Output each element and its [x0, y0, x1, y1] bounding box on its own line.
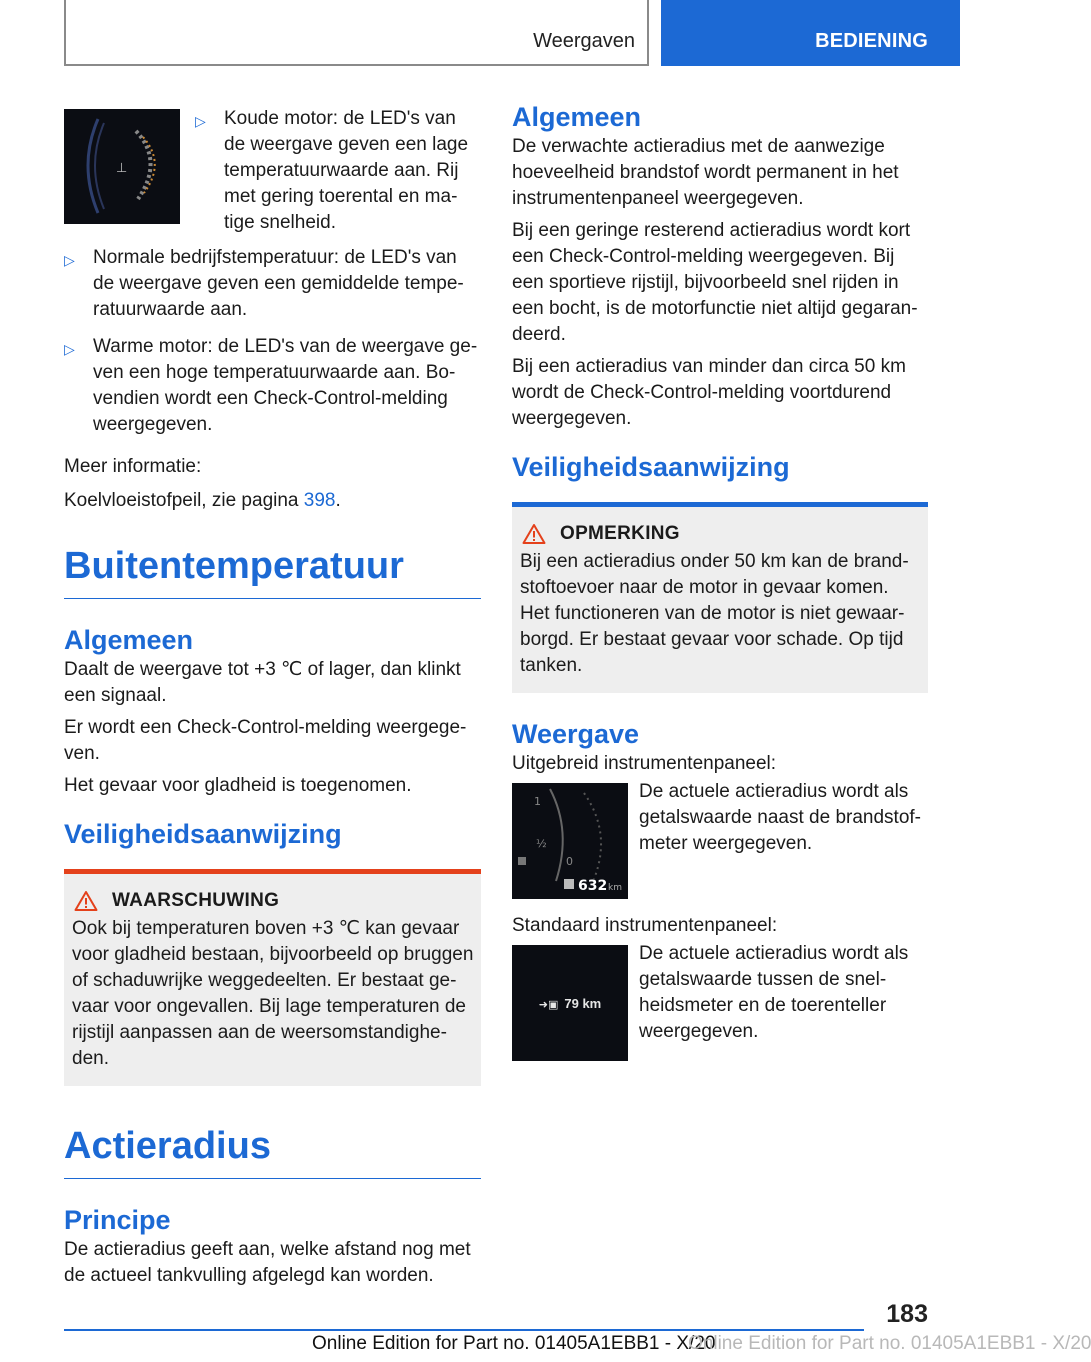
heading-general: Algemeen: [64, 625, 194, 655]
warning-label: WAARSCHUWING: [112, 890, 280, 911]
standard-cluster-text: De actuele actieradius wordt als getalswaarde tussen de snel-heidsmeter en de toerenteller weergegeven.: [639, 943, 909, 1042]
reference-end: .: [335, 490, 341, 511]
notice-text: Bij een actieradius onder 50 km kan de brand-stoftoevoer naar de motor in gevaar komen. Het functioneren van de motor is niet gewaar-borgd. Er bestaat gevaar voor schade. Op tijd tanken.: [520, 551, 909, 676]
heading-safety: Veiligheidsaanwijzing: [512, 452, 790, 482]
gauge-label: ½: [536, 837, 547, 850]
range-unit: km: [608, 883, 622, 893]
warning-triangle-icon: [74, 890, 98, 912]
standard-display-row: [512, 945, 928, 1061]
reference-text: Koelvloeistofpeil, zie pagina: [64, 490, 304, 511]
standard-cluster-image: [512, 945, 628, 1061]
bullet-triangle-icon: ▷: [64, 341, 75, 357]
bullet-item: [64, 334, 481, 438]
header-section-label: BEDIENING: [815, 30, 928, 52]
bullet-text: Warme motor: de LED's van de weergave ge-ven een hoge temperatuurwaarde aan. Bo-vendien wordt een Check-Control-melding weergegeven.: [93, 336, 478, 435]
paragraph: De actieradius geeft aan, welke afstand nog met de actueel tankvulling afgelegd kan worden.: [64, 1239, 471, 1286]
paragraph: Bij een actieradius van minder dan circa 50 km wordt de Check-Control-melding voortdurend weergegeven.: [512, 356, 906, 429]
fuel-pump-icon: [518, 857, 526, 865]
footer-rule: [64, 1329, 864, 1331]
warning-triangle-icon: [522, 523, 546, 545]
left-column: [64, 100, 481, 1289]
coolant-reference: [64, 488, 481, 514]
warning-header: [64, 874, 481, 912]
warning-text: Ook bij temperaturen boven +3 ℃ kan gevaar voor gladheid bestaan, bijvoorbeeld op bruggen of schaduwrijke weggedeelten. Er bestaat ge-vaar voor ongevallen. Bij lage temperaturen de rijstijl aanpassen aan de weersomstandighe-den.: [72, 918, 474, 1069]
svg-text:⊥: ⊥: [116, 161, 128, 176]
gauge-label: 1: [534, 795, 541, 808]
bullet-item: [195, 106, 481, 236]
coolant-gauge-image: [64, 109, 180, 224]
paragraph: Bij een geringe resterend actieradius wordt kort een Check-Control-melding weergegeven. Bij een sportieve rijstijl, bijvoorbeeld snel rijden in een bocht, is de motorfunctie niet altijd gegaran-deerd.: [512, 220, 918, 345]
section-rule: [64, 598, 481, 599]
paragraph: Daalt de weergave tot +3 ℃ of lager, dan klinkt een signaal.: [64, 659, 461, 706]
bullet-text: Normale bedrijfstemperatuur: de LED's van de weergave geven een gemiddelde tempe-ratuurwaarde aan.: [93, 247, 464, 320]
heading-general: Algemeen: [512, 102, 642, 132]
footer-edition: Online Edition for Part no. 01405A1EBB1 - X/20: [312, 1333, 716, 1354]
range-value: 632: [578, 878, 608, 894]
header-chapter: Weergaven: [533, 30, 635, 52]
notice-box: [512, 502, 928, 693]
footer-watermark: Online Edition for Part no. 01405A1EBB1 - X/20: [688, 1333, 1091, 1354]
header-chapter-frame: [64, 0, 649, 66]
paragraph: Het gevaar voor gladheid is toegenomen.: [64, 775, 412, 796]
section-rule: [64, 1178, 481, 1179]
heading-principle: Principe: [64, 1205, 171, 1235]
extended-cluster-text: De actuele actieradius wordt als getalswaarde naast de brandstof-meter weergegeven.: [639, 781, 922, 854]
section-title-range: Actieradius: [64, 1125, 271, 1167]
more-info-label: Meer informatie:: [64, 456, 202, 477]
section-title-outside-temperature: Buitentemperatuur: [64, 545, 404, 587]
paragraph: Er wordt een Check-Control-melding weergege-ven.: [64, 717, 467, 764]
page-number: 183: [886, 1300, 928, 1328]
fuel-pump-icon: ➜▣: [538, 998, 559, 1011]
extended-cluster-image: [512, 783, 628, 899]
paragraph: De verwachte actieradius met de aanwezige hoeveelheid brandstof wordt permanent in het instrumentenpaneel weergegeven.: [512, 136, 899, 209]
bullet-triangle-icon: ▷: [64, 252, 75, 268]
bullet-text: Koude motor: de LED's van de weergave geven een lage temperatuurwaarde aan. Rij met gering toerental en ma-tige snelheid.: [224, 108, 469, 233]
gauge-label: 0: [566, 855, 573, 868]
standard-cluster-label: Standaard instrumentenpaneel:: [512, 915, 778, 936]
notice-header: [512, 507, 928, 545]
right-column: [512, 100, 928, 1061]
header-section-tab: [661, 0, 960, 66]
heading-display: Weergave: [512, 719, 640, 749]
warning-box: [64, 869, 481, 1086]
page-reference-link[interactable]: 398: [303, 490, 336, 511]
standard-range-value: 79 km: [564, 995, 602, 1011]
bullet-triangle-icon: ▷: [195, 113, 206, 129]
fuel-pump-icon: [564, 879, 574, 889]
bullet-item: [64, 245, 481, 323]
notice-label: OPMERKING: [560, 523, 680, 544]
heading-safety: Veiligheidsaanwijzing: [64, 819, 342, 849]
coolant-bullet-row: [64, 100, 481, 236]
extended-cluster-label: Uitgebreid instrumentenpaneel:: [512, 753, 777, 774]
fuel-gauge-graphic: [512, 783, 628, 899]
coolant-gauge-graphic: [64, 109, 180, 224]
extended-display-row: [512, 783, 928, 899]
standard-range-readout: [539, 996, 602, 1011]
